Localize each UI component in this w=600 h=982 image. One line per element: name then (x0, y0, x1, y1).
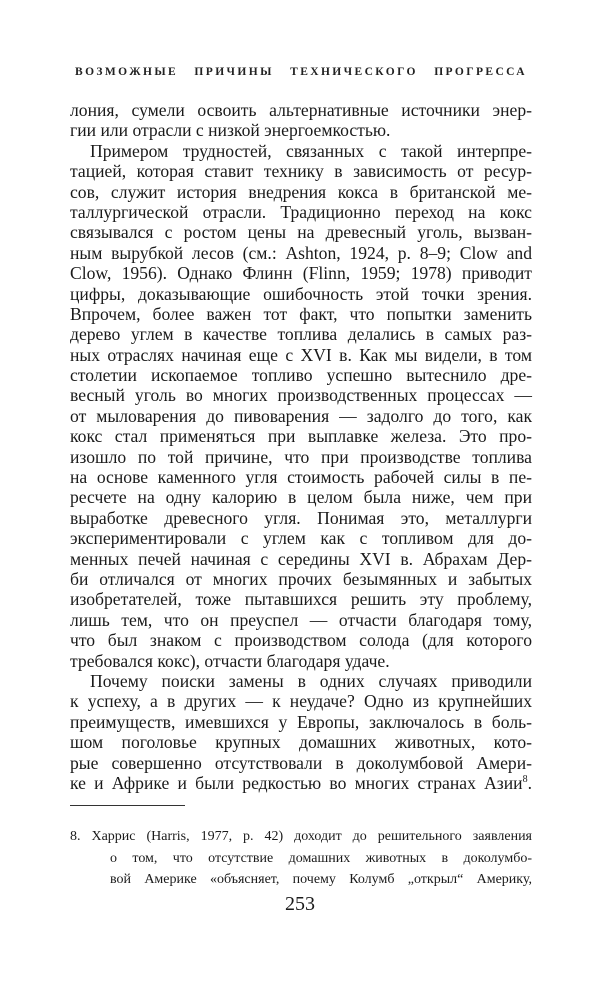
running-header: ВОЗМОЖНЫЕ ПРИЧИНЫ ТЕХНИЧЕСКОГО ПРОГРЕССА (75, 66, 527, 78)
text-line: кокс стал применяться при выплавке железа. Это про- (70, 426, 532, 447)
text-line: требовался кокс), отчасти благодаря удаче. (70, 650, 390, 671)
body-text (70, 100, 532, 793)
text-line: столетии ископаемое топливо успешно вытеснило дре- (70, 365, 532, 386)
footnote (70, 826, 532, 891)
page-number: 253 (285, 893, 315, 915)
text-line: Впрочем, более важен тот факт, что попытки заменить (70, 303, 532, 324)
text-line: би отличался от многих прочих безымянных и забытых (70, 568, 532, 589)
text-line: изошло по той причине, что при производстве топлива (70, 446, 532, 467)
text-line: Clow, 1956). Однако Флинн (Flinn, 1959; 1978) приводит (70, 263, 532, 284)
text-line: Почему поиски замены в одних случаях приводили (90, 670, 532, 691)
footnote-separator (70, 805, 185, 806)
text-line: связывался с ростом цены на древесный уголь, вызван- (70, 222, 532, 243)
text-line: шом поголовье крупных домашних животных, кото- (70, 732, 532, 753)
text-line: гии или отрасли с низкой энергоемкостью. (70, 120, 391, 141)
text-line: что был знаком с производством солода (для которого (70, 630, 532, 651)
footnote-line: о том, что отсутствие домашних животных в доколумбо- (110, 850, 532, 866)
text-line: от мыловарения до пивоварения — задолго до того, как (70, 405, 532, 426)
text-line: изобретателей, тоже пытавшихся решить эту проблему, (70, 589, 532, 610)
text-line: весный уголь во многих производственных процессах — (70, 385, 532, 406)
text-line: сов, служит история внедрения кокса в британской ме- (70, 181, 532, 202)
text-line-with-footnote-ref (70, 773, 532, 793)
text-line: цифры, доказывающие ошибочность этой точки зрения. (70, 283, 532, 304)
footnote-line: 8. Харрис (Harris, 1977, p. 42) доходит до решительного заявления (70, 829, 532, 844)
text-line: ресчете на одну калорию в целом была ниже, чем при (70, 487, 532, 508)
text-line: менных печей начиная с середины XVI в. Абрахам Дер- (70, 548, 532, 569)
footnote-reference[interactable]: 8 (522, 774, 528, 786)
text-line: на основе каменного угля стоимость рабочей силы в пе- (70, 467, 532, 488)
text-line: дерево углем в качестве топлива делались в самых раз- (70, 324, 532, 345)
text-line: преимуществ, имевшихся у Европы, заключалось в боль- (70, 711, 532, 732)
text-line: таллургической отрасли. Традиционно переход на кокс (70, 201, 532, 222)
text-line: лония, сумели освоить альтернативные источники энер- (70, 100, 532, 120)
period: . (527, 772, 532, 793)
text-line: ных отраслях начиная еще с XVI в. Как мы видели, в том (70, 344, 532, 365)
text-line: лишь тем, что он преуспел — отчасти благодаря тому, (70, 609, 532, 630)
text-line: тацией, которая ставит технику в зависимость от ресур- (70, 161, 532, 182)
text-line: ным вырубкой лесов (см.: Ashton, 1924, p. 8–9; Clow and (70, 242, 532, 263)
text-line: Примером трудностей, связанных с такой интерпре- (90, 140, 532, 161)
text-line: к успеху, а в других — к неудаче? Одно из крупнейших (70, 691, 532, 712)
text-line: рые совершенно отсутствовали в доколумбовой Амери- (70, 752, 532, 773)
text-line: ке и Африке и были редкостью во многих странах Азии (70, 772, 523, 793)
text-line: экспериментировали с углем как с топливом для до- (70, 528, 532, 549)
text-line: выработке древесного угля. Понимая это, металлурги (70, 507, 532, 528)
footnote-line: вой Америке «объясняет, почему Колумб „открыл“ Америку, (110, 872, 532, 887)
